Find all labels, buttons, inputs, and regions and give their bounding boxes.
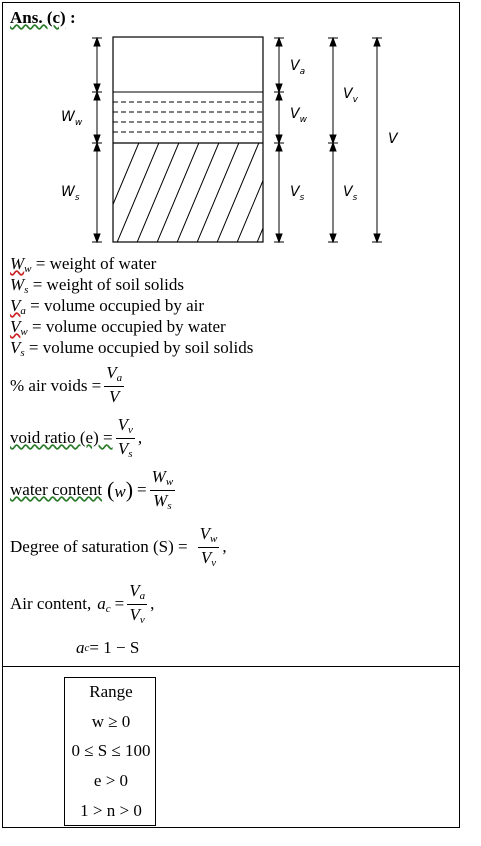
label-volume-air: $V_a$ — [290, 58, 306, 77]
formula-void-ratio: void ratio (e) = $\frac{V_v}{V_s}$ , — [10, 415, 143, 460]
formula-air-voids-fraction: $\frac{V_a}{V}$ — [106, 363, 123, 406]
water-dashes — [113, 102, 263, 132]
formula-void-ratio-fraction: $\frac{V_v}{V_s}$ — [117, 415, 133, 460]
definition-vs: $V_s$ = volume occupied by soil solids — [10, 338, 254, 359]
range-row: 1 > n > 0 — [80, 801, 142, 820]
formula-air-voids — [10, 364, 127, 408]
formula-water-content-fraction: $\frac{W_w}{W_s}$ — [151, 467, 174, 512]
formula-air-content-label: Air content, — [10, 594, 92, 614]
formula-saturation-label: Degree of saturation (S) = — [10, 537, 188, 557]
left-dimension — [92, 38, 102, 242]
formula-air-content-alt: a c = 1 − S — [76, 638, 140, 657]
formula-air-content-fraction: $\frac{V_a}{V_v}$ — [129, 581, 146, 626]
formula-water-content-label: water content — [10, 480, 103, 500]
middle-right-dimension — [328, 38, 338, 242]
outer-right-dimension — [372, 38, 382, 242]
range-row: 0 ≤ S ≤ 100 — [71, 741, 151, 760]
label-total-volume: V — [388, 131, 398, 147]
formula-void-ratio-label: void ratio (e) = — [10, 428, 113, 448]
formula-air-voids-label: % air voids = — [10, 376, 102, 396]
range-table — [64, 677, 156, 826]
formula-saturation: Degree of saturation (S) = $\frac{V_w}{V_v}$ , — [10, 524, 227, 569]
range-title: Range — [89, 682, 133, 701]
label-volume-voids: $V_v$ — [343, 86, 358, 105]
answer-heading-prefix: Ans. (c) — [10, 8, 66, 27]
range-row: e > 0 — [93, 771, 129, 790]
label-weight-solids: $W_s$ — [61, 184, 80, 203]
label-volume-water: $V_w$ — [290, 106, 307, 125]
section-divider — [2, 666, 460, 667]
label-volume-solids: $V_s$ — [290, 184, 305, 203]
label-volume-solids-mid: $V_s$ — [343, 184, 358, 203]
formula-air-content: Air content, $a_c$ = $\frac{V_a}{V_v}$ , — [10, 581, 155, 626]
formula-saturation-fraction: $\frac{V_w}{V_v}$ — [199, 524, 218, 569]
phase-diagram — [0, 0, 481, 260]
definition-ww: $W_w$ = weight of water — [10, 254, 157, 275]
definition-ws: $W_s$ = weight of soil solids — [10, 275, 184, 296]
phase-box — [113, 37, 263, 242]
answer-heading-suffix: : — [65, 8, 76, 27]
range-row: w ≥ 0 — [91, 712, 131, 731]
definition-va: $V_a$ = volume occupied by air — [10, 296, 205, 317]
inner-right-dimension — [274, 38, 284, 242]
solids-hatch — [93, 133, 303, 252]
label-weight-water: $W_w$ — [61, 109, 83, 128]
definition-vw: $V_w$ = volume occupied by water — [10, 317, 226, 338]
formula-water-content: water content (w) = $\frac{W_w}{W_s}$ — [10, 467, 174, 512]
